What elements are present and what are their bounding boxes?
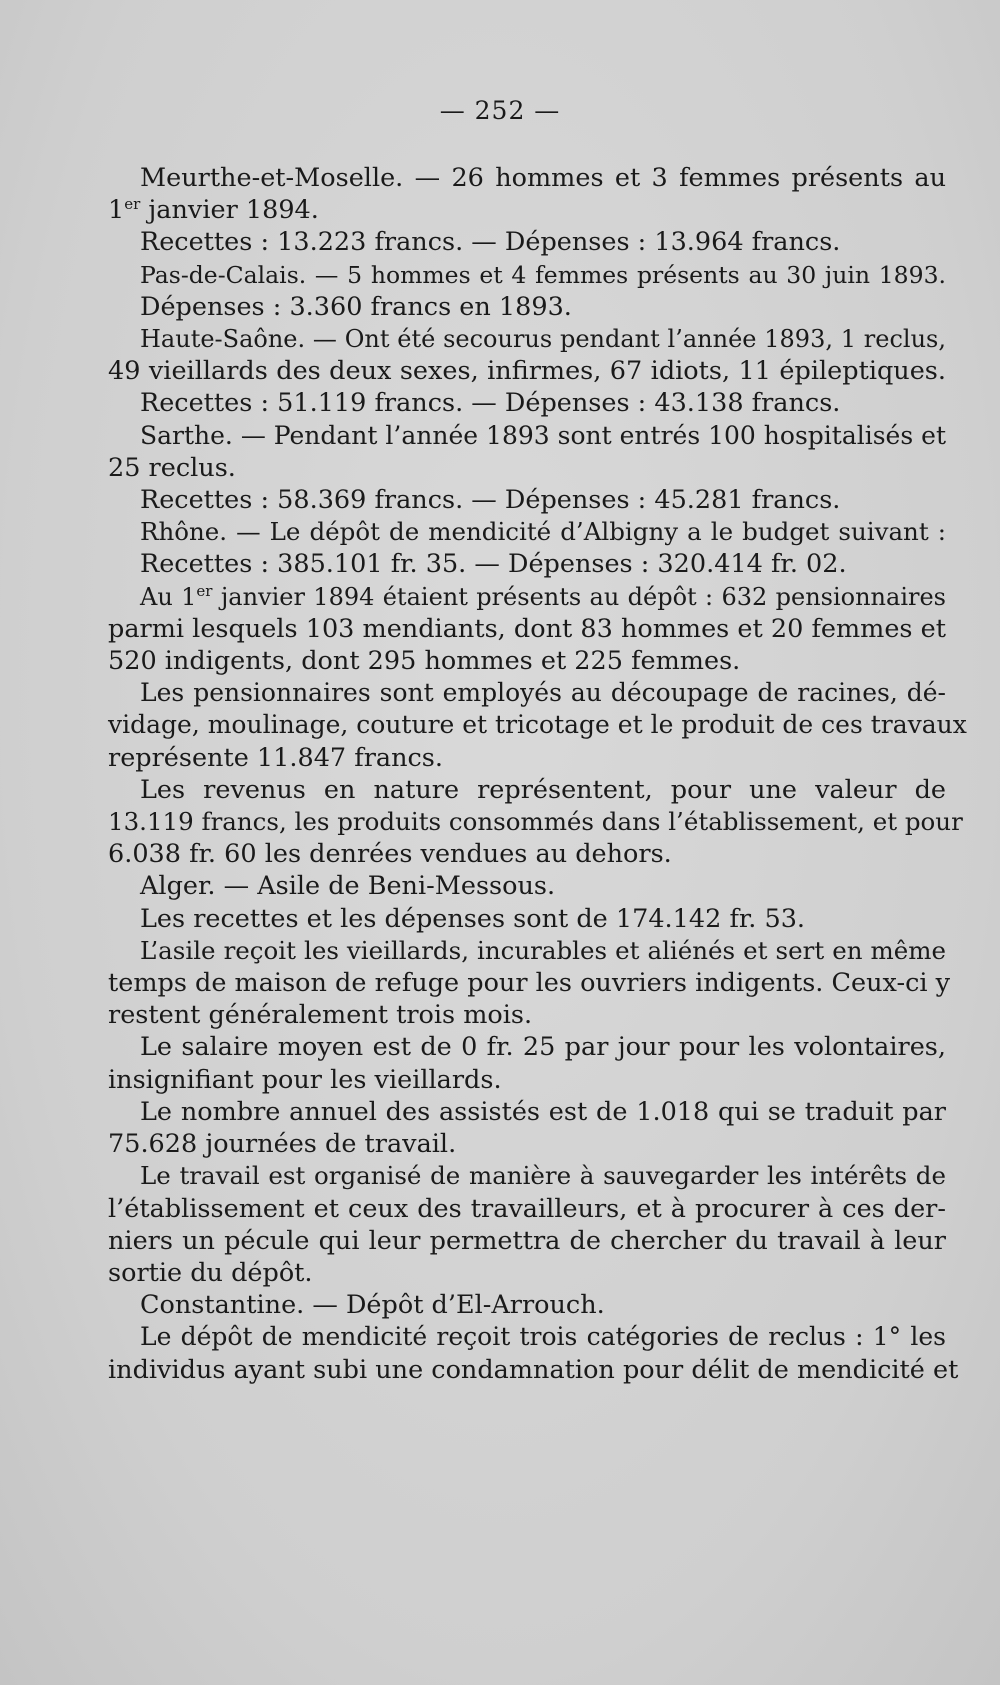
text-line: individus ayant subi une condamnation pour délit de mendicité et: [108, 1354, 959, 1385]
text-line: vidage, moulinage, couture et tricotage et le produit de ces travaux: [108, 710, 967, 740]
text-line: insignifiant pour les vieillards.: [108, 1064, 502, 1095]
text-line: parmi lesquels 103 mendiants, dont 83 hommes et 20 femmes et: [108, 613, 946, 644]
text-line: Recettes : 385.101 fr. 35. — Dépenses : 320.414 fr. 02.: [140, 549, 847, 580]
page-number: — 252 —: [439, 96, 561, 125]
text-line: Recettes : 58.369 francs. — Dépenses : 45.281 francs.: [140, 485, 841, 516]
text-line: Le salaire moyen est de 0 fr. 25 par jour pour les volontaires,: [140, 1032, 946, 1063]
text-line: 49 vieillards des deux sexes, infirmes, 67 idiots, 11 épileptiques.: [108, 356, 946, 387]
text-line: Les recettes et les dépenses sont de 174.142 fr. 53.: [140, 903, 806, 934]
text-line: Les revenus en nature représentent, pour une valeur de: [140, 774, 946, 805]
text-line: restent généralement trois mois.: [108, 1000, 533, 1031]
text-line: Au 1er janvier 1894 étaient présents au dépôt : 632 pensionnaires: [140, 581, 946, 611]
text-line: 13.119 francs, les produits consommés dans l’établissement, et pour: [108, 807, 963, 837]
text-line: 520 indigents, dont 295 hommes et 225 femmes.: [108, 646, 741, 677]
text-line: 25 reclus.: [108, 452, 236, 483]
text-line: l’établissement et ceux des travailleurs, et à procurer à ces der-: [108, 1193, 946, 1224]
text-line: Alger. — Asile de Beni-Messous.: [140, 871, 556, 902]
text-line: Dépenses : 3.360 francs en 1893.: [140, 291, 572, 322]
text-line: niers un pécule qui leur permettra de chercher du travail à leur: [108, 1225, 946, 1256]
text-line: 1er janvier 1894.: [108, 195, 319, 226]
text-line: 75.628 journées de travail.: [108, 1129, 457, 1160]
text-line: Recettes : 13.223 francs. — Dépenses : 13.964 francs.: [140, 227, 841, 258]
text-line: Le nombre annuel des assistés est de 1.018 qui se traduit par: [140, 1096, 946, 1127]
text-line: 6.038 fr. 60 les denrées vendues au dehors.: [108, 839, 672, 870]
text-line: sortie du dépôt.: [108, 1257, 313, 1288]
text-line: Rhône. — Le dépôt de mendicité d’Albigny a le budget suivant :: [140, 517, 946, 547]
body-text: [108, 162, 967, 1386]
text-line: Recettes : 51.119 francs. — Dépenses : 43.138 francs.: [140, 388, 841, 419]
text-line: Haute-Saône. — Ont été secourus pendant l’année 1893, 1 reclus,: [140, 325, 946, 354]
text-line: Les pensionnaires sont employés au découpage de racines, dé-: [140, 678, 946, 708]
text-line: représente 11.847 francs.: [108, 742, 443, 773]
text-line: temps de maison de refuge pour les ouvriers indigents. Ceux-ci y: [108, 968, 951, 999]
text-line: L’asile reçoit les vieillards, incurables et aliénés et sert en même: [140, 935, 946, 965]
text-line: Pas-de-Calais. — 5 hommes et 4 femmes présents au 30 juin 1893.: [140, 260, 946, 289]
text-line: Sarthe. — Pendant l’année 1893 sont entrés 100 hospitalisés et: [140, 420, 946, 450]
text-line: Le travail est organisé de manière à sauvegarder les intérêts de: [140, 1161, 946, 1191]
text-line: Constantine. — Dépôt d’El-Arrouch.: [140, 1290, 605, 1321]
text-line: Le dépôt de mendicité reçoit trois catégories de reclus : 1° les: [140, 1322, 946, 1352]
text-line: Meurthe-et-Moselle. — 26 hommes et 3 femmes présents au: [140, 163, 946, 193]
